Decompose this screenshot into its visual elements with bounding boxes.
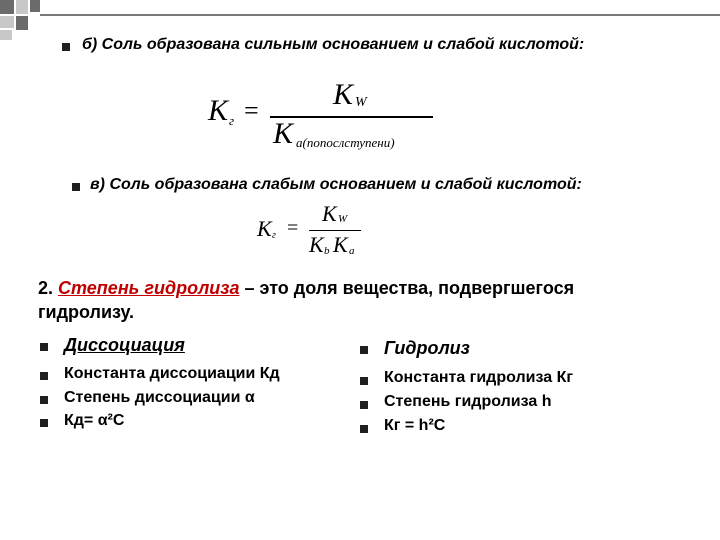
bullet-icon (40, 372, 48, 380)
corner-square (16, 16, 28, 30)
bullet-icon (40, 419, 48, 427)
definition-number: 2. (38, 278, 54, 298)
formula1-lhs: K (208, 94, 229, 127)
formula2-den-sub2: a (349, 245, 355, 257)
dissociation-heading: Диссоциация (64, 335, 185, 355)
dissociation-item: Кд= α²С (64, 412, 125, 429)
formula2-num: K (322, 201, 337, 226)
hydrolysis-item: Константа гидролиза Кг (384, 369, 573, 386)
corner-square (0, 0, 14, 14)
formula2-fraction-bar (309, 230, 361, 231)
formula1-fraction-bar (270, 116, 433, 118)
definition-line-2: гидролизу. (38, 302, 134, 322)
hydrolysis-item: Степень гидролиза h (384, 393, 552, 410)
bullet-icon (360, 346, 368, 354)
bullet-icon (40, 343, 48, 351)
formula1-num-sub: W (355, 95, 367, 110)
formula1-lhs-sub: г (229, 113, 235, 128)
dissociation-item: Степень диссоциации α (64, 389, 255, 406)
formula1-den: K (273, 117, 294, 150)
hydrolysis-heading: Гидролиз (384, 338, 470, 358)
hydrolysis-item: Кг = h²С (384, 417, 446, 434)
formula1-num: K (333, 78, 354, 111)
top-rule (40, 14, 720, 16)
formula2-lhs: K (257, 216, 272, 241)
formula2-num-sub: W (338, 213, 348, 225)
bullet-icon (360, 425, 368, 433)
bullet-icon (62, 43, 70, 51)
corner-square (30, 0, 40, 12)
formula2-equals: = (287, 217, 299, 239)
corner-square (16, 0, 28, 14)
corner-square (0, 16, 14, 28)
item-c-text: в) Соль образована слабым основанием и слабой кислотой: (90, 176, 582, 193)
formula2-den-sub1: b (324, 245, 330, 257)
item-b-text: б) Соль образована сильным основанием и слабой кислотой: (82, 36, 585, 53)
definition-term: Степень гидролиза (58, 278, 240, 298)
bullet-icon (40, 396, 48, 404)
formula2-den-k2: K (333, 232, 348, 257)
bullet-icon (360, 377, 368, 385)
bullet-icon (72, 183, 80, 191)
definition-rest: – это доля вещества, подвергшегося (239, 278, 575, 298)
formula2-den-k1: K (309, 232, 324, 257)
formula1-equals: = (244, 96, 259, 125)
formula2-lhs-sub: г (272, 230, 276, 241)
formula1-den-sub: а(попослступени) (296, 135, 395, 150)
definition-line-1 (38, 278, 574, 299)
bullet-icon (360, 401, 368, 409)
dissociation-item: Константа диссоциации Кд (64, 365, 280, 382)
corner-square (0, 30, 12, 40)
